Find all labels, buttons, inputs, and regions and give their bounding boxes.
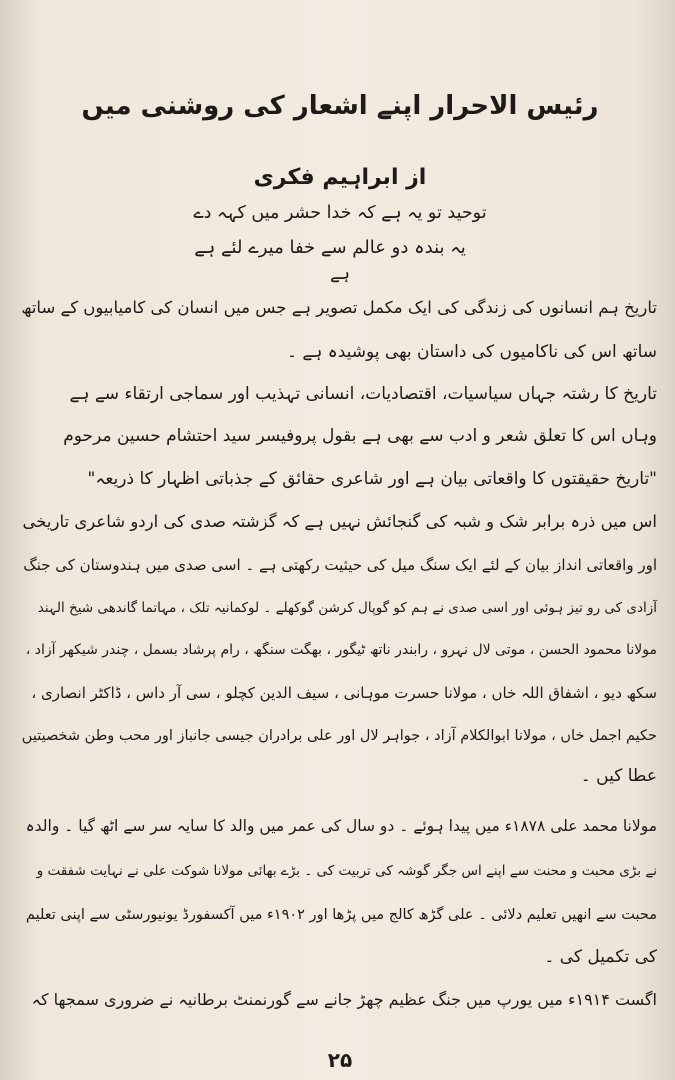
verse-line: توحید تو یہ ہے کہ خدا حشر میں کہہ دے: [193, 203, 487, 223]
body-text-line: مولانا محمد علی ۱۸۷۸ء میں پیدا ہوئے ۔ دو سال کی عمر میں والد کا سایہ سر سے اٹھ گیا ۔ والدہ: [25, 817, 657, 835]
body-text-line: اگست ۱۹۱۴ء میں یورپ میں جنگ عظیم چھڑ جانے سے گورنمنٹ برطانیہ نے ضروری سمجھا کہ: [31, 990, 657, 1009]
verse-line: یہ بندہ دو عالم سے خفا میرے لئے ہے: [194, 237, 466, 258]
verse-line: ہے: [330, 264, 350, 284]
body-text-line: ساتھ اس کی ناکامیوں کی داستان بھی پوشیدہ ہے ۔: [287, 342, 657, 362]
body-text-line: تاریخ کا رشتہ جہاں سیاسیات، اقتصادیات، انسانی تہذیب اور سماجی ارتقاء سے ہے: [69, 384, 657, 404]
body-text-line: نے بڑی محبت و محنت سے اپنے اس جگر گوشہ کی تربیت کی ۔ بڑے بھائی مولانا شوکت علی نے نہایت شفقت و: [36, 863, 657, 879]
page-title: رئیس الاحرار اپنے اشعار کی روشنی میں: [81, 91, 599, 121]
body-text-line: اور واقعاتی انداز بیان کے لئے ایک سنگ میل کی حیثیت رکھتی ہے ۔ اسی صدی میں ہندوستان کی جنگ: [23, 556, 657, 574]
body-text-line: عطا کیں ۔: [580, 766, 657, 786]
body-text-line: سکھ دیو ، اشفاق اللہ خاں ، مولانا حسرت موہانی ، سیف الدین کچلو ، سی آر داس ، ڈاکٹر انصاری ،: [31, 684, 657, 702]
body-text-line: حکیم اجمل خاں ، مولانا ابوالکلام آزاد ، جواہر لال اور علی برادران جیسی جانباز اور محب وطن شخصیتیں: [21, 728, 657, 744]
body-text-line: اس میں ذرہ برابر شک و شبہ کی گنجائش نہیں ہے کہ گزشتہ صدی کی اردو شاعری تاریخی: [22, 512, 657, 531]
body-text-line: مولانا محمود الحسن ، موتی لال نہرو ، رابندر ناتھ ٹیگور ، بھگت سنگھ ، رام پرشاد بسمل ، چندر شیکھر آزاد ،: [25, 642, 657, 658]
page-number: ۲۵: [327, 1048, 353, 1072]
quote-line: "تاریخ حقیقتوں کا واقعاتی بیان ہے اور شاعری حقائق کے جذباتی اظہار کا ذریعہ": [87, 469, 657, 489]
body-text-line: محبت سے انھیں تعلیم دلائی ۔ علی گڑھ کالج میں پڑھا اور ۱۹۰۲ء میں آکسفورڈ یونیورسٹی سے اپنی تعلیم: [25, 907, 657, 923]
author-line: از ابراہیم فکری: [253, 165, 427, 190]
body-text-line: تاریخ ہم انسانوں کی زندگی کی ایک مکمل تصویر ہے جس میں انسان کی کامیابیوں کے ساتھ: [21, 298, 657, 317]
body-text-line: کی تکمیل کی ۔: [544, 947, 657, 967]
body-text-line: آزادی کی رو تیز ہوئی اور اسی صدی نے ہم کو گوپال کرشن گوکھلے ۔ لوکمانیہ تلک ، مہاتما گاندھی شیخ الہند: [37, 600, 657, 616]
body-text-line: وہاں اس کا تعلق شعر و ادب سے بھی ہے بقول پروفیسر سید احتشام حسین مرحوم: [63, 426, 657, 446]
